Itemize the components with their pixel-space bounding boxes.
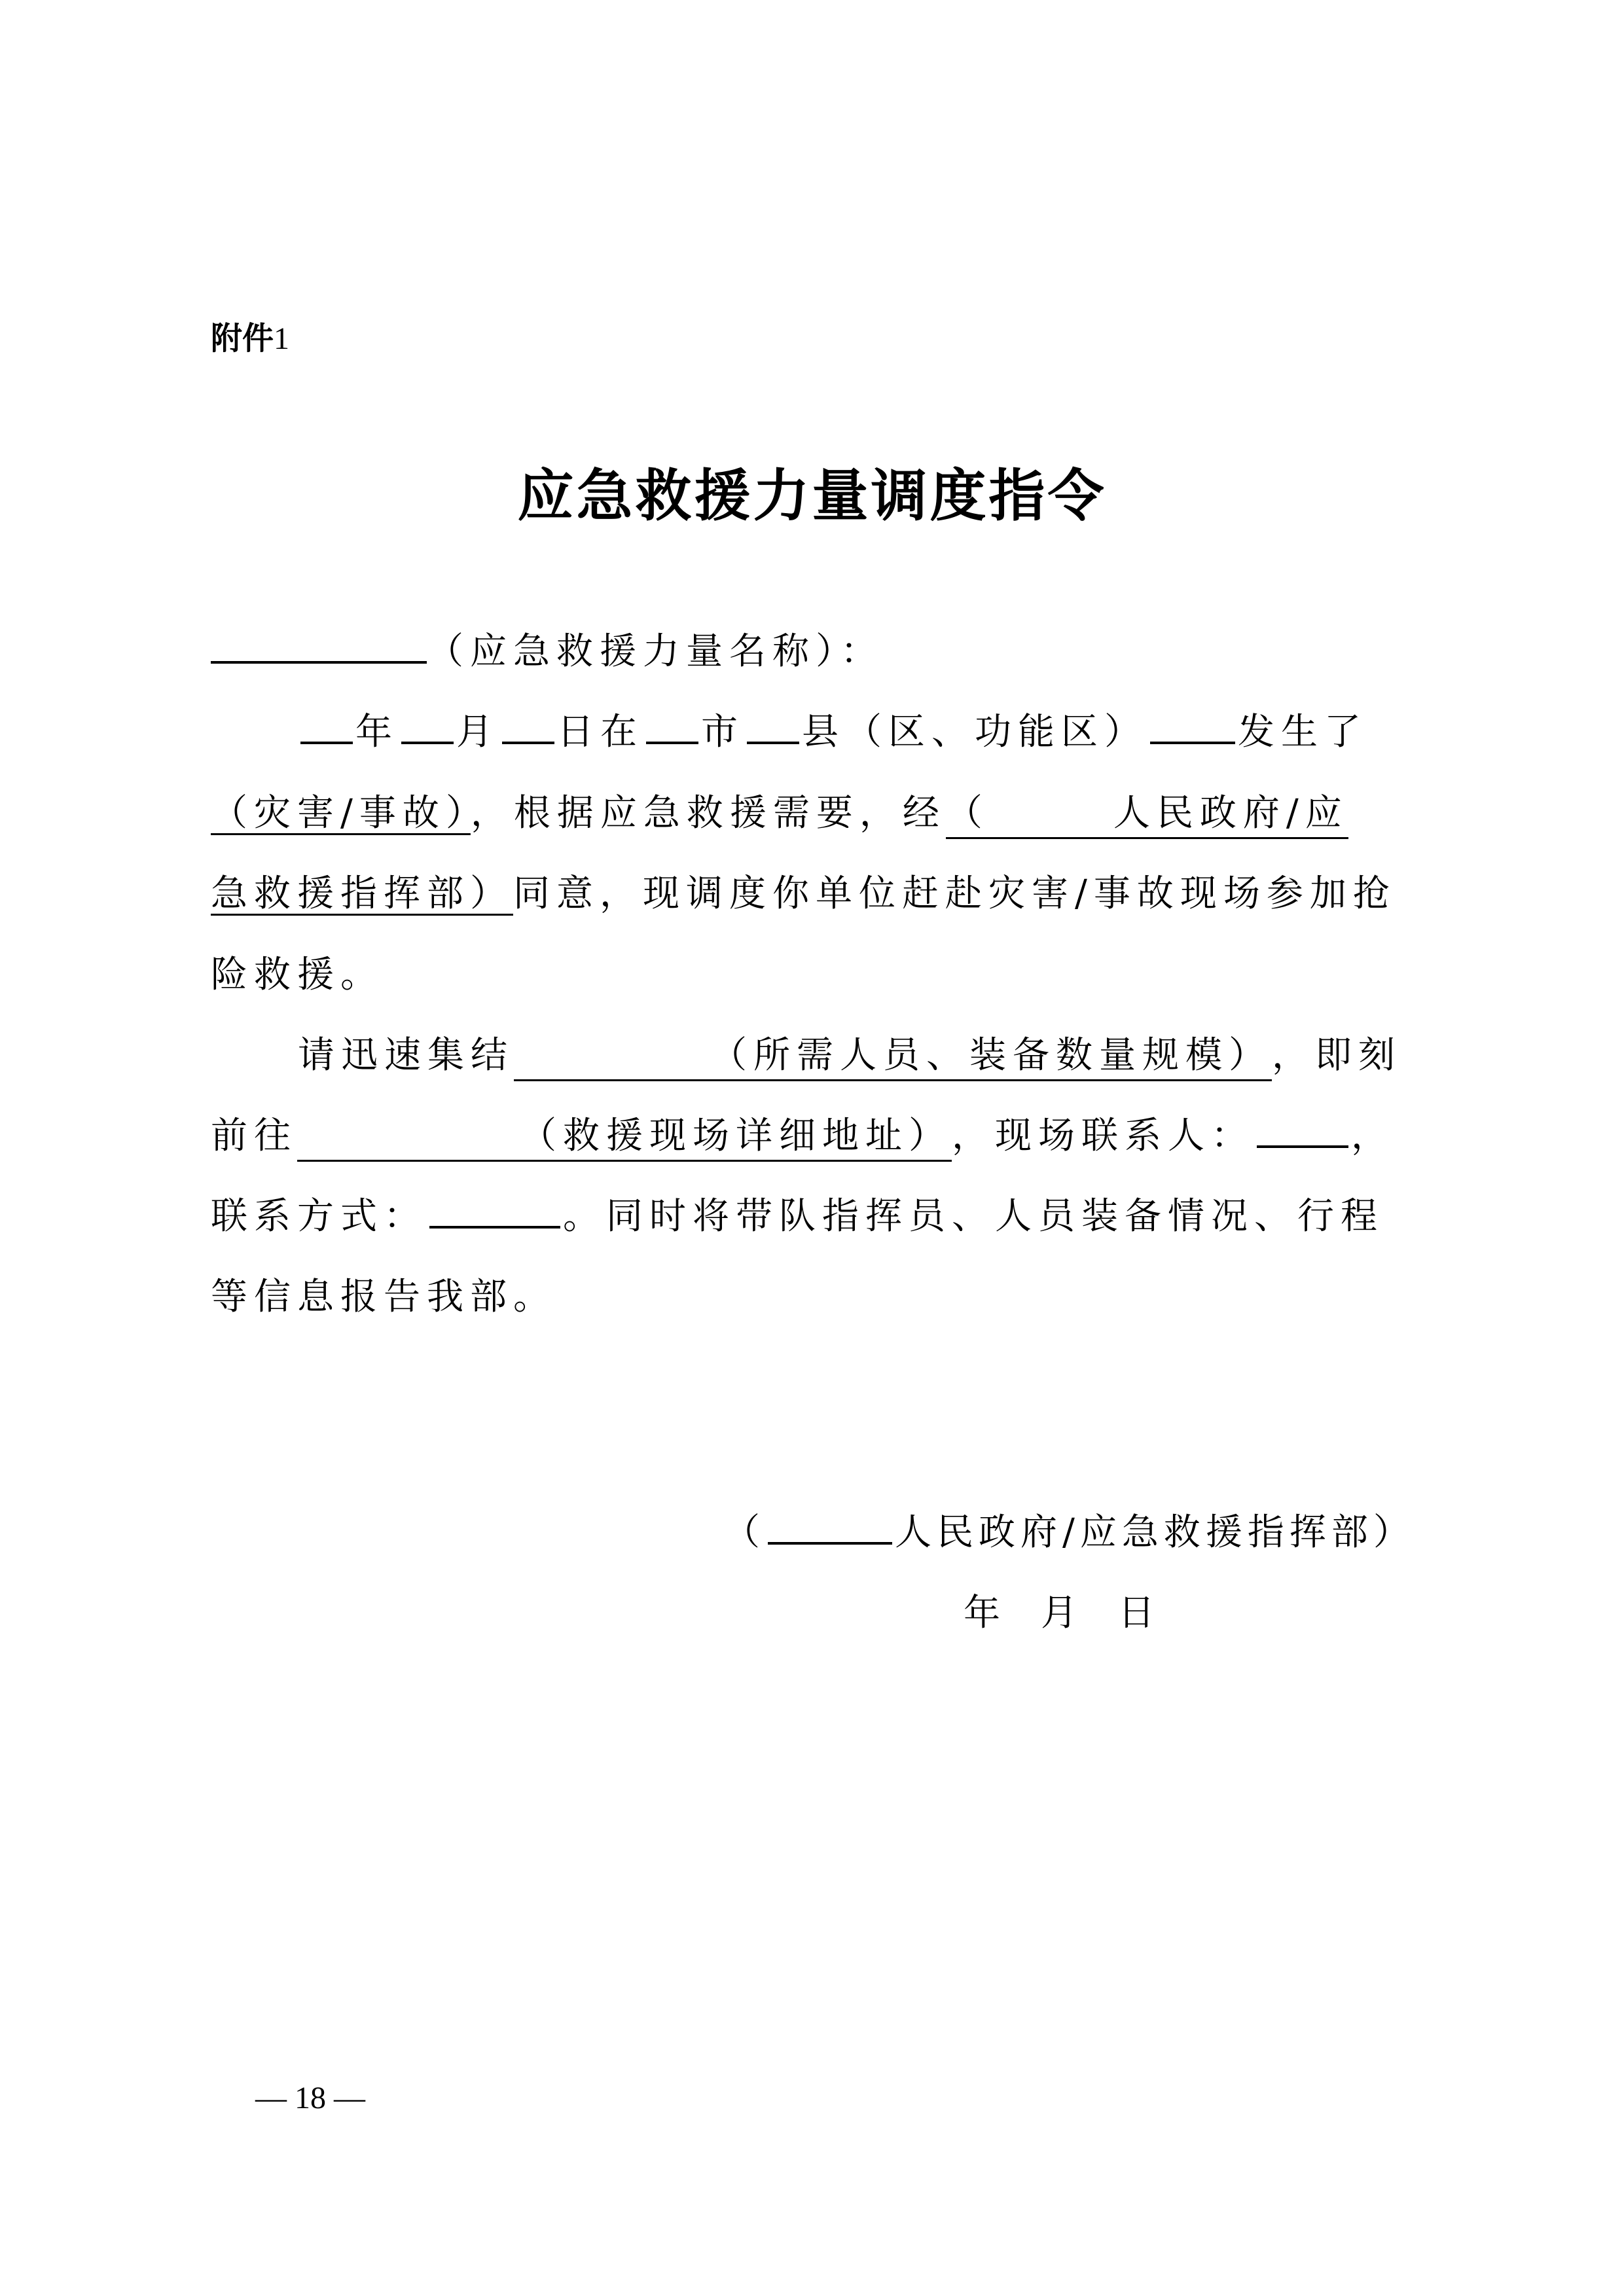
city-blank [646,709,698,744]
paragraph2-line4 [211,1274,556,1321]
paragraph1-line3-text: 同意，现调度你单位赶赴灾害/事故现场参加抢 [513,872,1396,915]
attachment-label [211,313,289,358]
addressee-blank [211,628,427,664]
attachment-text: 附件 [211,320,274,357]
paragraph1-line3 [211,870,1396,918]
contact-method-text: 联系方式： [211,1195,427,1238]
contact-person-blank [1257,1113,1348,1148]
day-label: 日在 [557,711,643,753]
paragraph1-line4 [211,952,384,999]
immediately-text: ，即刻 [1272,1034,1401,1077]
approving-authority-field [946,790,1348,839]
page-number: — 18 — [255,2081,365,2115]
county-blank [747,709,799,744]
scale-label: （所需人员、装备数量规模） [710,1034,1272,1077]
signature-line [723,1503,1415,1556]
paragraph2-line3 [211,1193,1384,1240]
addressee-text: （应急救援力量名称）： [427,630,884,673]
report-text: 。同时将带队指挥员、人员装备情况、行程 [563,1195,1384,1238]
gov-text: 人民政府/应 [1113,792,1348,834]
contact-text: ，现场联系人： [952,1115,1254,1157]
date-year: 年 [964,1592,1000,1634]
attachment-number: 1 [274,321,290,356]
paragraph1-line4-text: 险救援。 [211,954,384,996]
date-month: 月 [1041,1592,1077,1634]
paragraph2-last-text: 等信息报告我部。 [211,1276,556,1318]
paragraph1-line1 [298,709,1367,756]
place-blank [1150,709,1235,744]
occurred-label: 发生了 [1238,711,1367,753]
comma-text: ， [1351,1115,1394,1157]
county-label: 县（区、功能区） [802,711,1147,753]
day-blank [502,709,554,744]
goto-text: 前往 [211,1115,297,1157]
contact-method-blank [429,1193,560,1229]
signature-text: 人民政府/应急救援指挥部） [895,1511,1415,1554]
signature-blank [768,1509,892,1545]
year-label: 年 [355,711,399,753]
document-title: 应急救援力量调度指令 [517,463,1107,529]
approving-authority-field-cont: 急救援指挥部） [211,872,513,915]
month-blank [401,709,454,744]
gov-open-paren: （ [945,792,989,834]
according-text: ，根据应急救援需要，经 [470,792,946,834]
signature-open-paren: （ [723,1511,765,1554]
paragraph2-line2 [211,1113,1394,1162]
paragraph2-line1 [298,1032,1401,1081]
address-field [297,1113,952,1162]
date-day: 日 [1118,1592,1155,1634]
address-label: （救援现场详细地址） [520,1115,952,1157]
city-label: 市 [701,711,744,753]
scale-field [514,1032,1272,1081]
disaster-type-field: （灾害/事故） [211,792,471,834]
addressee-line [211,628,884,675]
month-label: 月 [456,711,499,753]
paragraph1-line2 [211,790,1348,839]
signature-date [964,1584,1155,1636]
year-blank [300,709,353,744]
gather-text: 请迅速集结 [298,1034,514,1077]
